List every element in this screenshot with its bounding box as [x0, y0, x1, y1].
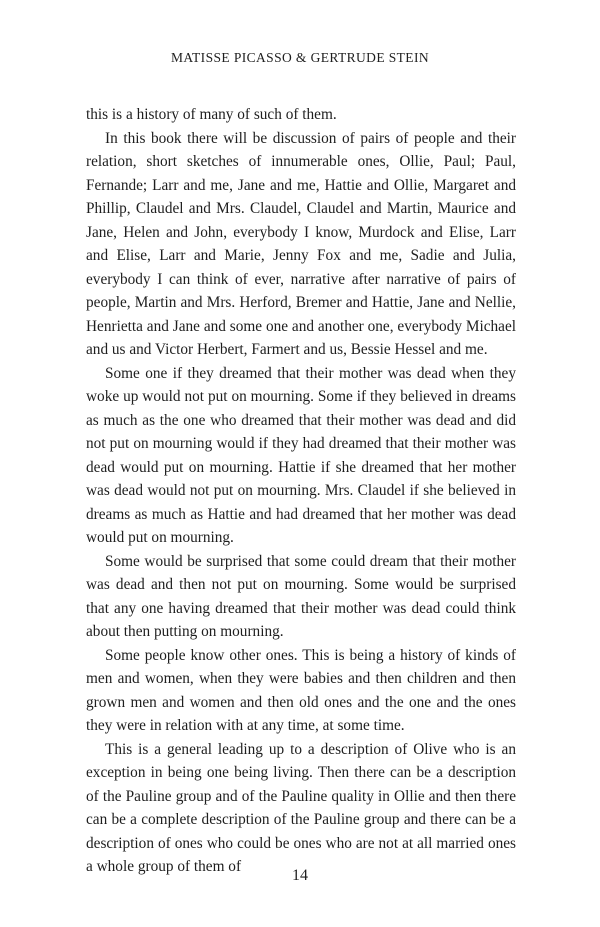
paragraph: this is a history of many of such of them. [86, 106, 337, 123]
paragraph: Some people know other ones. This is being a history of kinds of men and women, when they were babies and then children and then grown men and women and then old ones and the one and the ones they were in relation with at any time, at some time. [86, 646, 516, 734]
body-text [86, 103, 516, 879]
paragraph: This is a general leading up to a description of Olive who is an exception in being one being living. Then there can be a description of the Pauline group and of the Pauline quality in Ollie and then there can be a complete description of the Pauline group and there can be a description of ones who could be ones who are not at all married ones a whole group of them of [86, 740, 516, 875]
paragraph: Some would be surprised that some could dream that their mother was dead and then not put on mourning. Some would be surprised that any one having dreamed that their mother was dead could think about then putting on mourning. [86, 552, 516, 640]
running-header: MATISSE PICASSO & GERTRUDE STEIN [170, 50, 429, 65]
paragraph: Some one if they dreamed that their mother was dead when they woke up would not put on mourning. Some if they believed in dreams as much as the one who dreamed that their mother was dead and did not put on mourning would if they had dreamed that their mother was dead would put on mourning. Hattie if she dreamed that her mother was dead would not put on mourning. Mrs. Claudel if she believed in dreams as much as Hattie and had dreamed that her mother was dead would put on mourning. [86, 364, 516, 546]
paragraph: In this book there will be discussion of pairs of people and their relation, short sketches of innumerable ones, Ollie, Paul; Paul, Fernande; Larr and me, Jane and me, Hattie and Ollie, Margaret and Phillip, Claudel and Mrs. Claudel, Claudel and Martin, Maurice and Jane, Helen and John, everybody I know, Murdock and Elise, Larr and Elise, Larr and Marie, Jenny Fox and me, Sadie and Julia, everybody I can think of ever, narrative after narrative of pairs of people, Martin and Mrs. Herford, Bremer and Hattie, Jane and Nellie, Henrietta and Jane and some one and another one, everybody Michael and us and Victor Herbert, Farmert and us, Bessie Hessel and me. [86, 129, 516, 358]
page-number: 14 [292, 867, 308, 884]
